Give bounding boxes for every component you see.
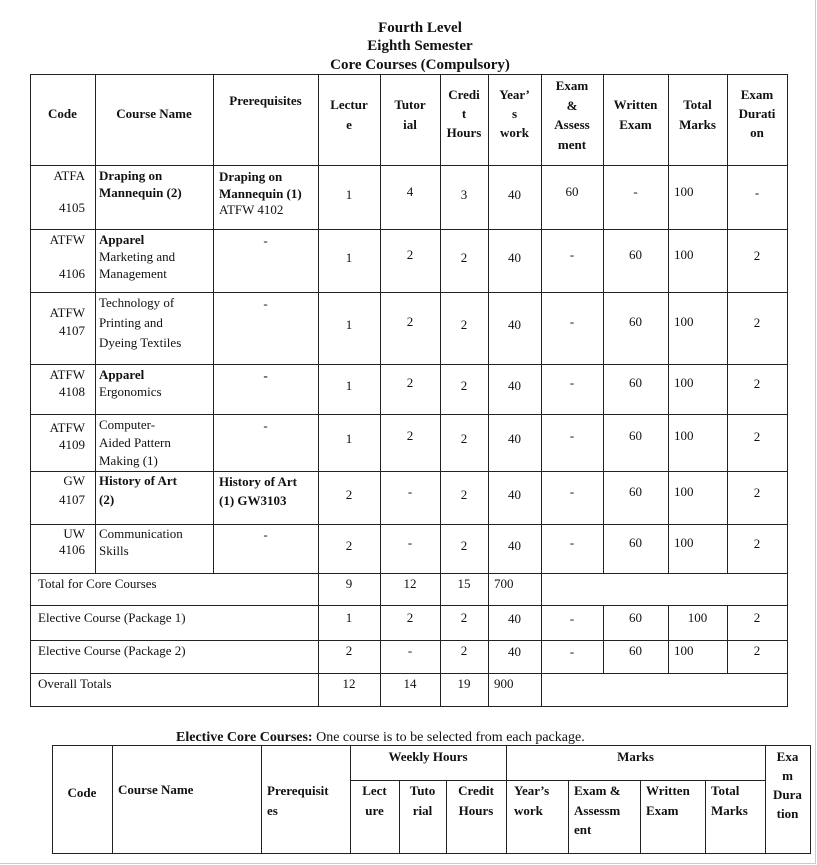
- exam-assessment-marks: -: [569, 535, 575, 550]
- elective-column-rule: [640, 780, 641, 854]
- exam-duration: -: [754, 185, 760, 200]
- elective-top-border: [52, 745, 811, 746]
- total-marks: 100: [674, 184, 694, 199]
- elective-header-course-name: Course Name: [118, 782, 194, 797]
- level-heading: Fourth Level: [378, 20, 462, 36]
- table-column-rule: [30, 573, 31, 606]
- credit-hours: 2: [460, 378, 468, 393]
- summary-label: Elective Course (Package 2): [38, 643, 186, 658]
- table-column-rule: [668, 292, 669, 365]
- table-row-rule: [30, 165, 788, 166]
- table-column-rule: [213, 74, 214, 166]
- course-prerequisite: Draping on: [219, 169, 283, 184]
- elective-section-title: [176, 729, 696, 746]
- course-name: Skills: [99, 542, 129, 558]
- header-lecture: Lectur: [330, 97, 368, 112]
- credit-hours: 2: [460, 431, 468, 446]
- course-code: UW: [63, 526, 85, 541]
- course-prerequisite: History of Art: [219, 474, 297, 489]
- exam-assessment-marks: -: [569, 428, 575, 443]
- exam-assessment-marks: -: [569, 484, 575, 499]
- table-column-rule: [787, 573, 788, 606]
- table-column-rule: [668, 165, 669, 230]
- elective-header-written-exam: Written: [646, 783, 690, 798]
- table-column-rule: [787, 414, 788, 472]
- tutorial-hours: 4: [406, 184, 414, 199]
- table-column-rule: [787, 640, 788, 674]
- table-column-rule: [668, 640, 669, 674]
- table-column-rule: [30, 605, 31, 641]
- header-credit-hours: Hours: [446, 125, 482, 140]
- course-name: Computer-: [99, 417, 156, 432]
- course-name: Aided Pattern: [99, 435, 171, 450]
- lecture-hours: 2: [345, 538, 353, 553]
- total-marks: 100: [674, 484, 694, 499]
- years-work-marks: 40: [508, 538, 521, 553]
- elective-column-rule: [112, 745, 113, 854]
- exam-duration: 2: [753, 536, 761, 551]
- table-column-rule: [488, 673, 489, 707]
- summary-total: 100: [674, 643, 694, 658]
- summary-lecture: 12: [342, 676, 356, 691]
- course-code: 4105: [59, 200, 85, 215]
- table-row-rule: [30, 706, 788, 707]
- course-prerequisite: -: [263, 368, 268, 383]
- header-code: Code: [48, 106, 77, 121]
- table-column-rule: [213, 165, 214, 230]
- course-name: Making (1): [99, 453, 158, 468]
- lecture-hours: 1: [345, 431, 353, 446]
- course-name: Apparel: [99, 232, 145, 247]
- course-code: 4107: [59, 492, 85, 507]
- course-name: Management: [99, 266, 167, 281]
- elective-header-written-exam: Exam: [646, 803, 679, 818]
- header-prerequisites: Prerequisites: [229, 93, 302, 108]
- elective-header-years-work: work: [514, 803, 543, 818]
- elective-column-rule: [568, 780, 569, 854]
- elective-header-total-marks: Marks: [711, 803, 748, 818]
- summary-duration: 2: [753, 610, 761, 625]
- elective-header-exam-assessment: Exam &: [574, 783, 621, 798]
- table-column-rule: [30, 673, 31, 707]
- course-prerequisite: -: [263, 233, 268, 248]
- written-exam-marks: 60: [629, 535, 642, 550]
- summary-tutorial: 14: [403, 676, 417, 691]
- table-column-rule: [95, 414, 96, 472]
- course-code: 4107: [59, 323, 85, 338]
- table-column-rule: [213, 471, 214, 525]
- table-column-rule: [668, 229, 669, 293]
- course-name: (2): [99, 492, 115, 507]
- written-exam-marks: 60: [629, 375, 642, 390]
- course-code: ATFW: [49, 305, 85, 320]
- elective-header-tutorial: Tuto: [409, 783, 436, 798]
- summary-duration: 2: [753, 643, 761, 658]
- tutorial-hours: -: [407, 484, 413, 499]
- summary-written: 60: [629, 610, 642, 625]
- elective-header-weekly-hours: Weekly Hours: [388, 749, 468, 764]
- written-exam-marks: 60: [629, 428, 642, 443]
- summary-tutorial: 12: [403, 576, 417, 591]
- header-exam-duration: on: [750, 125, 764, 140]
- summary-work: 40: [508, 611, 521, 626]
- header-written-exam: Written: [613, 97, 658, 112]
- exam-assessment-marks: -: [569, 375, 575, 390]
- summary-label: Total for Core Courses: [38, 576, 157, 591]
- table-column-rule: [668, 414, 669, 472]
- lecture-hours: 1: [345, 378, 353, 393]
- lecture-hours: 1: [345, 250, 353, 265]
- written-exam-marks: 60: [629, 247, 642, 262]
- years-work-marks: 40: [508, 187, 521, 202]
- course-prerequisite: (1) GW3103: [219, 493, 287, 508]
- elective-header-tutorial: rial: [412, 803, 433, 818]
- header-total-marks: Total: [683, 97, 712, 112]
- elective-header-lecture: ure: [365, 803, 384, 818]
- table-column-rule: [787, 673, 788, 707]
- table-column-rule: [787, 605, 788, 641]
- elective-column-rule: [261, 745, 262, 854]
- written-exam-marks: 60: [629, 314, 642, 329]
- header-years-work: Year’: [499, 87, 530, 102]
- table-column-rule: [787, 524, 788, 574]
- summary-label: Overall Totals: [38, 676, 112, 691]
- course-prerequisite: -: [263, 527, 268, 542]
- table-row-rule: [30, 640, 788, 641]
- summary-credit: 15: [457, 576, 471, 591]
- elective-header-code: Code: [67, 785, 97, 800]
- years-work-marks: 40: [508, 487, 521, 502]
- table-column-rule: [787, 165, 788, 230]
- table-row-rule: [30, 364, 788, 365]
- elective-header-credit-hours: Credit: [458, 783, 494, 798]
- credit-hours: 2: [460, 250, 468, 265]
- total-marks: 100: [674, 535, 694, 550]
- course-code: 4106: [59, 542, 85, 557]
- table-column-rule: [95, 229, 96, 293]
- elective-header-prerequisites: es: [267, 803, 278, 818]
- summary-credit: 19: [457, 676, 471, 691]
- table-column-rule: [95, 471, 96, 525]
- table-top-border: [30, 74, 788, 75]
- total-marks: 100: [674, 314, 694, 329]
- tutorial-hours: 2: [406, 428, 414, 443]
- credit-hours: 2: [460, 538, 468, 553]
- course-code: 4106: [59, 266, 85, 281]
- tutorial-hours: 2: [406, 314, 414, 329]
- elective-column-rule: [810, 745, 811, 854]
- header-written-exam: Exam: [619, 117, 652, 132]
- header-years-work: s: [511, 106, 518, 121]
- table-row-rule: [30, 605, 788, 606]
- credit-hours: 2: [460, 487, 468, 502]
- table-row-rule: [30, 673, 788, 674]
- elective-header-bottom: [52, 853, 811, 854]
- header-exam-assessment: Exam: [555, 78, 589, 93]
- course-name: Printing and: [99, 315, 163, 330]
- course-code: ATFA: [53, 168, 85, 183]
- course-name: Mannequin (2): [99, 184, 182, 200]
- header-tutorial: Tutor: [394, 97, 426, 112]
- table-row-rule: [30, 414, 788, 415]
- elective-header-exam-duration: Exa: [776, 749, 799, 764]
- credit-hours: 3: [460, 187, 468, 202]
- lecture-hours: 1: [345, 187, 353, 202]
- exam-assessment-marks: -: [569, 314, 575, 329]
- table-column-rule: [787, 292, 788, 365]
- elective-header-marks: Marks: [617, 749, 654, 764]
- summary-exam-assessment: -: [569, 611, 575, 626]
- total-marks: 100: [674, 247, 694, 262]
- elective-header-exam-duration: Dura: [773, 787, 802, 802]
- tutorial-hours: 2: [406, 247, 414, 262]
- elective-header-credit-hours: Hours: [458, 803, 494, 818]
- section-heading: Core Courses (Compulsory): [330, 57, 510, 73]
- course-prerequisite: ATFW 4102: [219, 202, 284, 217]
- years-work-marks: 40: [508, 317, 521, 332]
- course-code: GW: [63, 473, 85, 488]
- course-name: Dyeing Textiles: [99, 335, 182, 350]
- course-prerequisite: -: [263, 418, 268, 433]
- elective-title-bold: Elective Core Courses:: [176, 730, 313, 745]
- lecture-hours: 2: [345, 487, 353, 502]
- elective-header-exam-assessment: Assessm: [574, 802, 621, 818]
- elective-header-exam-assessment: ent: [574, 822, 592, 837]
- years-work-marks: 40: [508, 431, 521, 446]
- summary-lecture: 1: [345, 610, 353, 625]
- summary-lecture: 2: [345, 643, 353, 658]
- elective-column-rule: [705, 780, 706, 854]
- header-course-name: Course Name: [116, 106, 192, 121]
- elective-header-exam-duration: tion: [776, 806, 799, 821]
- lecture-hours: 1: [345, 317, 353, 332]
- header-exam-assessment: Assess: [554, 117, 590, 132]
- credit-hours: 2: [460, 317, 468, 332]
- summary-work: 900: [494, 676, 514, 691]
- course-name: Marketing and: [99, 249, 176, 264]
- table-column-rule: [787, 471, 788, 525]
- header-exam-duration: Durati: [738, 106, 776, 121]
- course-code: ATFW: [49, 232, 85, 247]
- course-name: Technology of: [99, 295, 175, 310]
- course-code: 4108: [59, 384, 85, 399]
- summary-lecture: 9: [345, 576, 353, 591]
- table-column-rule: [668, 524, 669, 574]
- header-credit-hours: t: [461, 106, 467, 121]
- table-column-rule: [787, 364, 788, 415]
- course-code: ATFW: [49, 420, 85, 435]
- elective-header-exam-duration: m: [782, 768, 793, 783]
- course-name: Draping on: [99, 168, 163, 183]
- exam-duration: 2: [753, 429, 761, 444]
- header-years-work: work: [500, 125, 529, 140]
- summary-label: Elective Course (Package 1): [38, 610, 186, 625]
- course-code: ATFW: [49, 367, 85, 382]
- table-row-rule: [30, 292, 788, 293]
- table-column-rule: [488, 573, 489, 606]
- written-exam-marks: 60: [629, 484, 642, 499]
- course-prerequisite: -: [263, 296, 268, 311]
- table-row-rule: [30, 229, 788, 230]
- course-name: Communication: [99, 526, 183, 541]
- header-exam-duration: Exam: [740, 87, 774, 102]
- elective-header-prerequisites: Prerequisit: [267, 783, 329, 798]
- tutorial-hours: -: [407, 535, 413, 550]
- total-marks: 100: [674, 428, 694, 443]
- years-work-marks: 40: [508, 250, 521, 265]
- semester-heading: Eighth Semester: [367, 38, 473, 54]
- table-column-rule: [95, 364, 96, 415]
- written-exam-marks: -: [633, 184, 638, 199]
- summary-credit: 2: [460, 643, 468, 658]
- summary-total: 100: [687, 610, 708, 625]
- header-total-marks: Marks: [679, 117, 716, 132]
- elective-title-rest: One course is to be selected from each package.: [312, 730, 585, 745]
- summary-tutorial: 2: [406, 610, 414, 625]
- course-name: Apparel: [99, 367, 145, 382]
- table-column-rule: [95, 165, 96, 230]
- table-column-rule: [787, 229, 788, 293]
- course-name: Ergonomics: [99, 384, 162, 399]
- header-exam-assessment: &: [566, 97, 578, 113]
- exam-duration: 2: [753, 315, 761, 330]
- table-column-rule: [668, 471, 669, 525]
- table-column-rule: [95, 524, 96, 574]
- table-column-rule: [30, 640, 31, 674]
- header-tutorial: ial: [403, 117, 417, 132]
- course-name: History of Art: [99, 473, 177, 488]
- summary-credit: 2: [460, 610, 468, 625]
- elective-header-lecture: Lect: [362, 783, 387, 798]
- table-column-rule: [668, 364, 669, 415]
- course-code: 4109: [59, 437, 85, 452]
- total-marks: 100: [674, 375, 694, 390]
- table-column-rule: [787, 74, 788, 166]
- course-prerequisite: Mannequin (1): [219, 185, 302, 201]
- header-credit-hours: Credi: [448, 87, 480, 102]
- exam-assessment-marks: 60: [565, 184, 579, 199]
- exam-duration: 2: [753, 485, 761, 500]
- elective-header-total-marks: Total: [711, 783, 740, 798]
- summary-exam-assessment: -: [569, 644, 575, 659]
- years-work-marks: 40: [508, 378, 521, 393]
- summary-work: 700: [494, 576, 514, 591]
- summary-written: 60: [629, 643, 642, 658]
- exam-assessment-marks: -: [569, 247, 575, 262]
- summary-tutorial: -: [407, 643, 413, 658]
- elective-header-years-work: Year’s: [514, 783, 550, 798]
- exam-duration: 2: [753, 376, 761, 391]
- tutorial-hours: 2: [406, 375, 414, 390]
- header-lecture: e: [346, 117, 352, 132]
- exam-duration: 2: [753, 248, 761, 263]
- summary-work: 40: [508, 644, 521, 659]
- table-row-rule: [30, 573, 788, 574]
- header-exam-assessment: ment: [557, 136, 587, 152]
- table-column-rule: [95, 292, 96, 365]
